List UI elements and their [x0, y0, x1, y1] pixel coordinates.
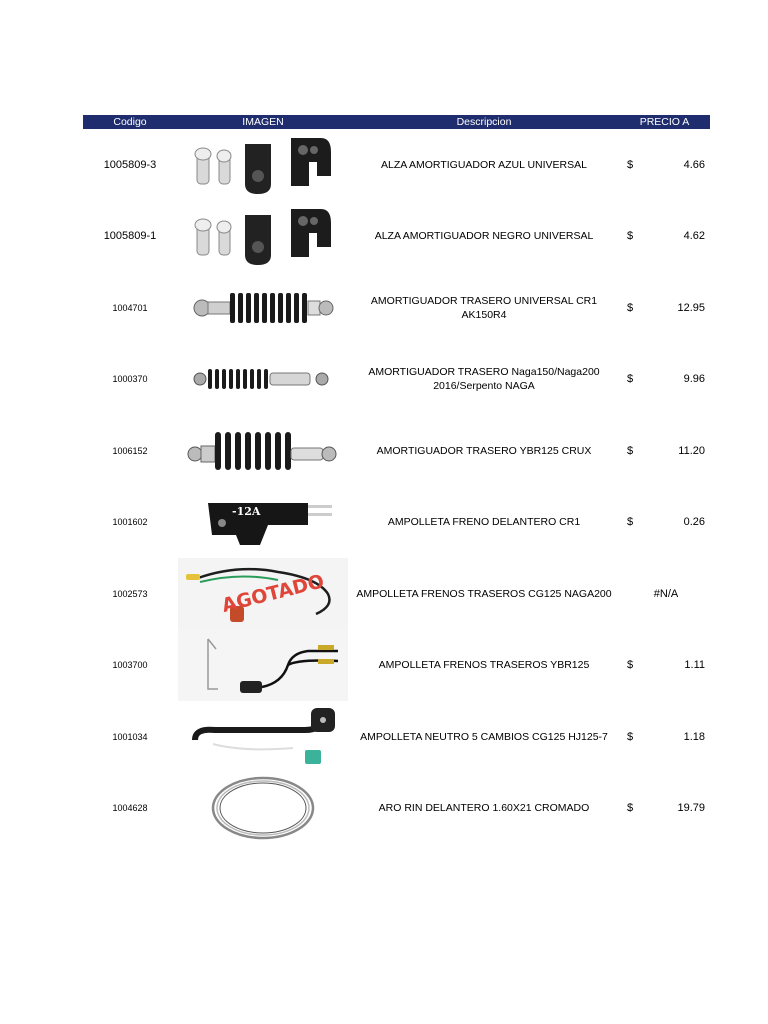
- neutral-sensor-icon: [183, 704, 343, 770]
- product-price: 0.26: [683, 516, 705, 529]
- currency-symbol: $: [627, 444, 634, 457]
- product-description: AMORTIGUADOR TRASERO Naga150/Naga200 2016/Serpento NAGA: [368, 366, 600, 393]
- currency-symbol: $: [627, 230, 634, 243]
- product-catalog: [83, 115, 710, 844]
- product-description: AMPOLLETA NEUTRO 5 CAMBIOS CG125 HJ125-7: [360, 730, 608, 743]
- product-image: [177, 773, 349, 845]
- product-image: [177, 630, 349, 702]
- product-code: 1004628: [112, 803, 148, 814]
- shock-riser-kit-icon: [183, 132, 343, 198]
- out-of-stock-stamp: AGOTADO: [219, 570, 327, 617]
- product-code: 1002573: [112, 588, 148, 599]
- currency-symbol: $: [627, 802, 634, 815]
- table-row: [83, 344, 710, 416]
- product-description: ALZA AMORTIGUADOR AZUL UNIVERSAL: [381, 158, 587, 171]
- brake-wire-icon: [178, 629, 348, 701]
- brake-switch-label: -12A: [232, 505, 261, 519]
- table-row: [83, 773, 710, 845]
- product-image: [177, 487, 349, 559]
- product-image: [177, 272, 349, 344]
- table-header: [83, 115, 710, 129]
- currency-symbol: $: [627, 373, 634, 386]
- product-image: [177, 344, 349, 416]
- product-price: 9.96: [683, 373, 705, 386]
- rear-shock-icon: [188, 361, 338, 397]
- product-price: 19.79: [677, 802, 705, 815]
- header-description: Descripcion: [456, 116, 512, 128]
- product-code: 1001602: [112, 517, 148, 528]
- product-code: 1004701: [112, 302, 148, 313]
- header-code: Codigo: [113, 116, 147, 128]
- currency-symbol: $: [627, 158, 634, 171]
- product-image: [177, 201, 349, 273]
- table-row: [83, 630, 710, 702]
- product-price: 1.18: [683, 730, 705, 743]
- shock-riser-kit-icon: [183, 203, 343, 269]
- product-image: [177, 129, 349, 201]
- product-price: 1.11: [684, 659, 705, 672]
- rim-icon: [203, 775, 323, 841]
- product-code: 1005809-1: [103, 230, 157, 243]
- product-image: [177, 701, 349, 773]
- currency-symbol: $: [627, 516, 634, 529]
- rear-shock-icon: [188, 283, 338, 333]
- product-code: 1006152: [112, 445, 148, 456]
- table-row: [83, 701, 710, 773]
- product-price: 4.66: [683, 158, 705, 171]
- product-code: 1000370: [112, 374, 148, 385]
- table-row: [83, 415, 710, 487]
- product-code: 1005809-3: [103, 158, 157, 171]
- product-description: AMORTIGUADOR TRASERO UNIVERSAL CR1 AK150R4: [370, 294, 598, 321]
- table-row: [83, 272, 710, 344]
- product-price: 4.62: [683, 230, 705, 243]
- product-price: 11.20: [678, 444, 705, 457]
- product-image: [177, 415, 349, 487]
- currency-symbol: $: [627, 730, 634, 743]
- product-description: AMPOLLETA FRENOS TRASEROS CG125 NAGA200: [356, 587, 612, 600]
- product-description: AMPOLLETA FRENOS TRASEROS YBR125: [378, 659, 590, 672]
- header-image: IMAGEN: [242, 116, 284, 128]
- table-row: [83, 201, 710, 273]
- currency-symbol: $: [627, 301, 634, 314]
- brake-switch-icon: [188, 489, 338, 555]
- product-code: 1001034: [112, 731, 148, 742]
- product-price: 12.95: [677, 301, 705, 314]
- table-row: [83, 558, 710, 630]
- product-image: [177, 558, 349, 630]
- product-code: 1003700: [112, 660, 148, 671]
- rear-shock-icon: [183, 426, 343, 476]
- product-description: AMPOLLETA FRENO DELANTERO CR1: [387, 516, 581, 529]
- currency-symbol: $: [627, 659, 634, 672]
- product-price: #N/A: [653, 587, 679, 600]
- brake-wire-icon: [178, 558, 348, 630]
- table-row: [83, 487, 710, 559]
- product-description: AMORTIGUADOR TRASERO YBR125 CRUX: [376, 444, 592, 457]
- header-price: PRECIO A: [639, 116, 690, 128]
- product-description: ALZA AMORTIGUADOR NEGRO UNIVERSAL: [374, 230, 594, 243]
- product-description: ARO RIN DELANTERO 1.60X21 CROMADO: [378, 802, 590, 815]
- table-row: [83, 129, 710, 201]
